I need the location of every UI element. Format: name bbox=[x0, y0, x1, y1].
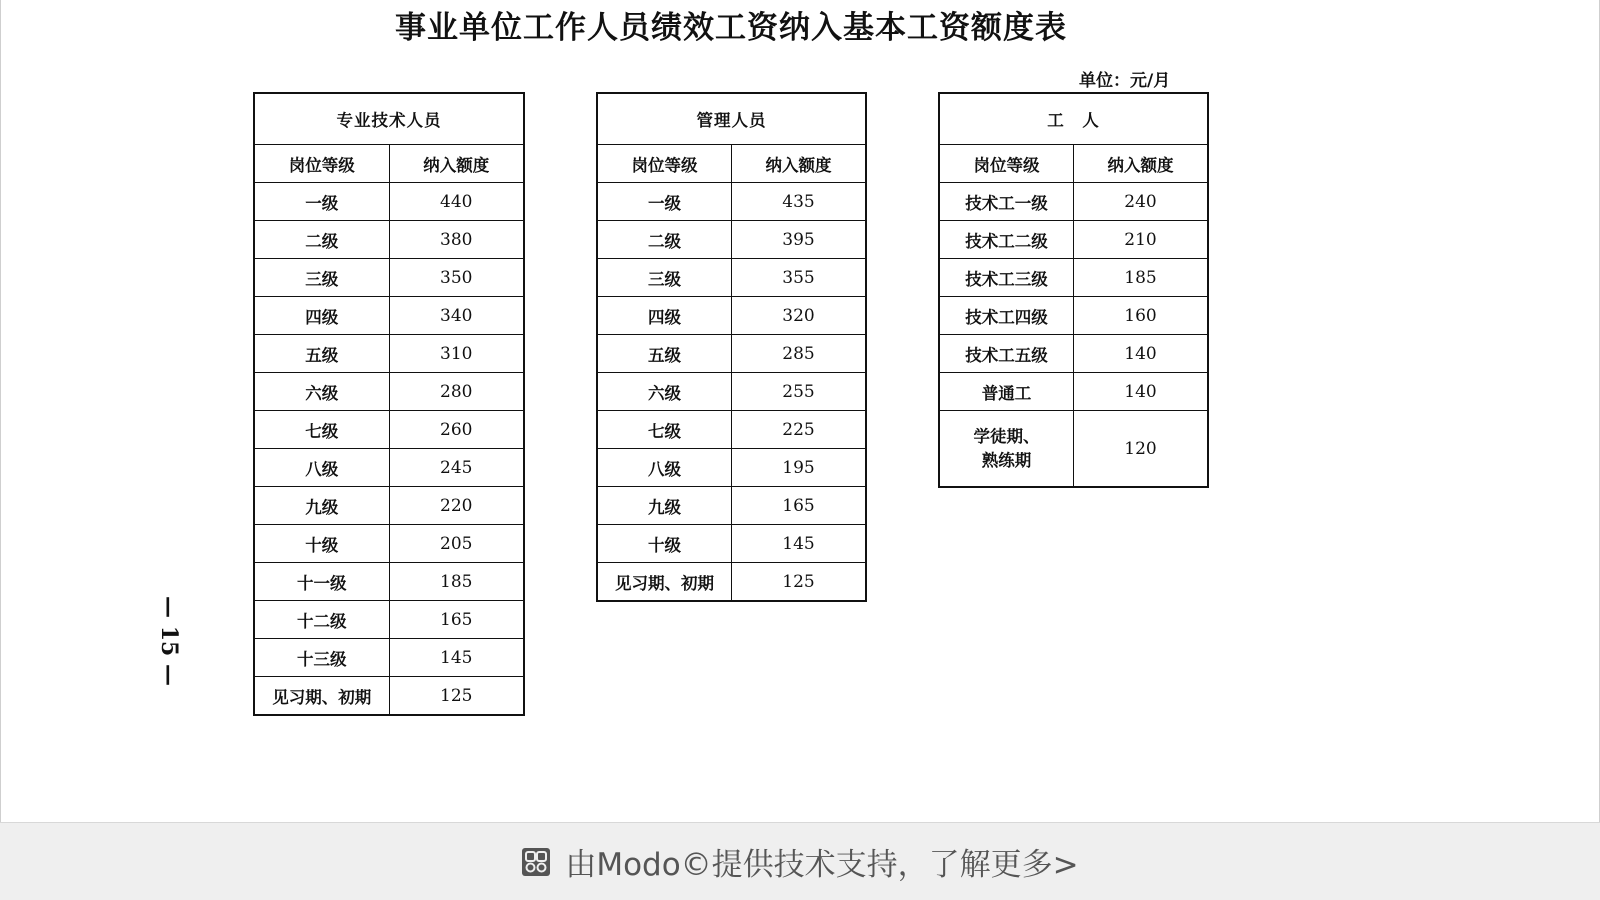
grade-cell: 技术工二级 bbox=[939, 221, 1074, 259]
modo-footer-link[interactable] bbox=[0, 822, 1600, 900]
table-row bbox=[597, 297, 866, 335]
column-header-grade: 岗位等级 bbox=[597, 145, 732, 183]
column-header-amount: 纳入额度 bbox=[1074, 145, 1209, 183]
grade-cell: 技术工一级 bbox=[939, 183, 1074, 221]
amount-cell: 145 bbox=[389, 639, 524, 677]
grade-cell: 八级 bbox=[597, 449, 732, 487]
table-row bbox=[254, 221, 524, 259]
amount-cell: 350 bbox=[389, 259, 524, 297]
grade-cell: 十级 bbox=[254, 525, 389, 563]
table-row bbox=[254, 297, 524, 335]
amount-cell: 240 bbox=[1074, 183, 1209, 221]
column-header-amount: 纳入额度 bbox=[732, 145, 867, 183]
amount-cell: 140 bbox=[1074, 373, 1209, 411]
table-row bbox=[597, 259, 866, 297]
grade-cell: 四级 bbox=[597, 297, 732, 335]
grade-cell: 普通工 bbox=[939, 373, 1074, 411]
grade-cell: 见习期、初期 bbox=[254, 677, 389, 716]
table-row bbox=[254, 563, 524, 601]
grade-cell: 六级 bbox=[254, 373, 389, 411]
modo-logo-icon bbox=[521, 847, 551, 877]
amount-cell: 165 bbox=[389, 601, 524, 639]
amount-cell: 320 bbox=[732, 297, 867, 335]
grade-cell: 五级 bbox=[254, 335, 389, 373]
column-header-grade: 岗位等级 bbox=[254, 145, 389, 183]
grade-cell: 九级 bbox=[597, 487, 732, 525]
amount-cell: 165 bbox=[732, 487, 867, 525]
amount-cell: 160 bbox=[1074, 297, 1209, 335]
grade-cell: 七级 bbox=[254, 411, 389, 449]
table-row bbox=[254, 487, 524, 525]
amount-cell: 245 bbox=[389, 449, 524, 487]
table-row bbox=[254, 525, 524, 563]
grade-cell: 九级 bbox=[254, 487, 389, 525]
table-row bbox=[254, 601, 524, 639]
grade-cell: 五级 bbox=[597, 335, 732, 373]
amount-cell: 205 bbox=[389, 525, 524, 563]
grade-cell: 学徒期、 熟练期 bbox=[939, 411, 1074, 488]
amount-cell: 440 bbox=[389, 183, 524, 221]
grade-cell: 六级 bbox=[597, 373, 732, 411]
table-row bbox=[939, 221, 1208, 259]
grade-cell: 三级 bbox=[597, 259, 732, 297]
amount-cell: 225 bbox=[732, 411, 867, 449]
table-group-header: 工 人 bbox=[939, 93, 1208, 145]
grade-cell: 二级 bbox=[254, 221, 389, 259]
grade-cell: 十一级 bbox=[254, 563, 389, 601]
table-row bbox=[939, 259, 1208, 297]
amount-cell: 255 bbox=[732, 373, 867, 411]
table-group-header: 管理人员 bbox=[597, 93, 866, 145]
table-row bbox=[254, 639, 524, 677]
table-row bbox=[597, 525, 866, 563]
table-row bbox=[254, 183, 524, 221]
table-professional-technical bbox=[253, 92, 525, 716]
table-row bbox=[597, 449, 866, 487]
grade-cell: 技术工五级 bbox=[939, 335, 1074, 373]
grade-cell: 三级 bbox=[254, 259, 389, 297]
table-row bbox=[254, 373, 524, 411]
amount-cell: 435 bbox=[732, 183, 867, 221]
table-row bbox=[939, 297, 1208, 335]
column-header-amount: 纳入额度 bbox=[389, 145, 524, 183]
amount-cell: 120 bbox=[1074, 411, 1209, 488]
amount-cell: 145 bbox=[732, 525, 867, 563]
document-title: 事业单位工作人员绩效工资纳入基本工资额度表 bbox=[395, 10, 1067, 46]
amount-cell: 185 bbox=[1074, 259, 1209, 297]
grade-cell: 见习期、初期 bbox=[597, 563, 732, 602]
table-row bbox=[597, 563, 866, 602]
grade-cell: 四级 bbox=[254, 297, 389, 335]
amount-cell: 285 bbox=[732, 335, 867, 373]
table-workers bbox=[938, 92, 1209, 488]
amount-cell: 140 bbox=[1074, 335, 1209, 373]
table-row bbox=[254, 259, 524, 297]
table-row bbox=[939, 335, 1208, 373]
amount-cell: 210 bbox=[1074, 221, 1209, 259]
table-row bbox=[597, 487, 866, 525]
table-row bbox=[254, 411, 524, 449]
grade-cell: 一级 bbox=[254, 183, 389, 221]
table-row bbox=[254, 677, 524, 716]
amount-cell: 395 bbox=[732, 221, 867, 259]
grade-cell: 一级 bbox=[597, 183, 732, 221]
grade-cell: 二级 bbox=[597, 221, 732, 259]
table-row bbox=[597, 221, 866, 259]
table-row bbox=[939, 373, 1208, 411]
amount-cell: 310 bbox=[389, 335, 524, 373]
grade-cell: 八级 bbox=[254, 449, 389, 487]
table-row bbox=[597, 373, 866, 411]
table-management bbox=[596, 92, 867, 602]
amount-cell: 125 bbox=[389, 677, 524, 716]
unit-label: 单位：元/月 bbox=[1079, 71, 1171, 91]
amount-cell: 355 bbox=[732, 259, 867, 297]
table-row bbox=[597, 411, 866, 449]
amount-cell: 185 bbox=[389, 563, 524, 601]
table-row bbox=[597, 335, 866, 373]
amount-cell: 125 bbox=[732, 563, 867, 602]
table-group-header: 专业技术人员 bbox=[254, 93, 524, 145]
table-row bbox=[254, 449, 524, 487]
grade-cell: 十二级 bbox=[254, 601, 389, 639]
grade-cell: 七级 bbox=[597, 411, 732, 449]
table-row bbox=[597, 183, 866, 221]
amount-cell: 340 bbox=[389, 297, 524, 335]
grade-cell: 技术工四级 bbox=[939, 297, 1074, 335]
column-header-grade: 岗位等级 bbox=[939, 145, 1074, 183]
amount-cell: 380 bbox=[389, 221, 524, 259]
grade-cell: 十级 bbox=[597, 525, 732, 563]
amount-cell: 220 bbox=[389, 487, 524, 525]
grade-cell: 技术工三级 bbox=[939, 259, 1074, 297]
table-row bbox=[939, 411, 1208, 488]
table-row bbox=[939, 183, 1208, 221]
page-number: — 15 — bbox=[156, 596, 182, 686]
modo-footer-text: 由Modo©提供技术支持，了解更多> bbox=[565, 847, 1079, 883]
amount-cell: 260 bbox=[389, 411, 524, 449]
grade-cell: 十三级 bbox=[254, 639, 389, 677]
amount-cell: 280 bbox=[389, 373, 524, 411]
amount-cell: 195 bbox=[732, 449, 867, 487]
table-row bbox=[254, 335, 524, 373]
